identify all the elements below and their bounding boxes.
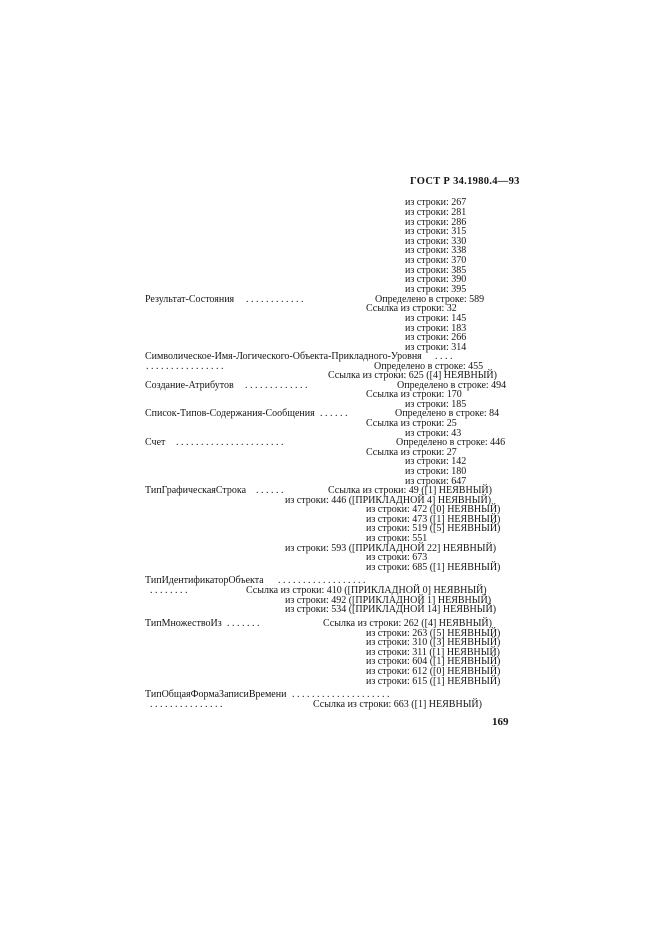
reference-line: из строки: 390 bbox=[405, 274, 467, 285]
reference-line: из строки: 330 bbox=[405, 236, 467, 247]
definition-line: Определено в строке: 446 bbox=[396, 437, 506, 448]
reference-line: Ссылка из строки: 49 ([1] НЕЯВНЫЙ) bbox=[328, 485, 492, 496]
entry-name: ТипМножествоИз bbox=[145, 618, 222, 629]
page-number: 169 bbox=[492, 716, 509, 728]
reference-line: из строки: 315 bbox=[405, 226, 467, 237]
leader-dots: . . . . . . . . . . . . . . . . . . bbox=[278, 575, 366, 586]
entry-name: ТипОбщаяФормаЗаписиВремени bbox=[145, 689, 287, 700]
reference-line: из строки: 685 ([1] НЕЯВНЫЙ) bbox=[366, 562, 501, 573]
entry-name: Счет bbox=[145, 437, 166, 448]
entry-name: Результат-Состояния bbox=[145, 294, 235, 305]
leader-dots: . . . . . . . . bbox=[150, 585, 188, 596]
reference-line: Ссылка из строки: 663 ([1] НЕЯВНЫЙ) bbox=[313, 699, 482, 710]
reference-line: из строки: 446 ([ПРИКЛАДНОЙ 4] НЕЯВНЫЙ) bbox=[285, 495, 492, 506]
leader-dots: . . . . . . . . . . . . . . . . bbox=[146, 361, 224, 372]
reference-line: из строки: 180 bbox=[405, 466, 467, 477]
definition-line: Определено в строке: 84 bbox=[395, 408, 500, 419]
reference-line: из строки: 473 ([1] НЕЯВНЫЙ) bbox=[366, 514, 501, 525]
reference-line: из строки: 472 ([0] НЕЯВНЫЙ) bbox=[366, 504, 501, 515]
reference-line: из строки: 647 bbox=[405, 476, 467, 487]
reference-line: Ссылка из строки: 32 bbox=[366, 303, 457, 314]
page-header: ГОСТ Р 34.1980.4—93 bbox=[410, 176, 520, 187]
reference-line: из строки: 142 bbox=[405, 456, 467, 467]
reference-line: Ссылка из строки: 25 bbox=[366, 418, 457, 429]
reference-line: Ссылка из строки: 262 ([4] НЕЯВНЫЙ) bbox=[323, 618, 492, 629]
reference-line: из строки: 395 bbox=[405, 284, 467, 295]
reference-line: из строки: 673 bbox=[366, 552, 428, 563]
definition-line: Определено в строке: 455 bbox=[374, 361, 484, 372]
reference-line: из строки: 263 ([5] НЕЯВНЫЙ) bbox=[366, 628, 501, 639]
reference-line: из строки: 551 bbox=[366, 533, 428, 544]
reference-line: из строки: 281 bbox=[405, 207, 467, 218]
reference-line: из строки: 266 bbox=[405, 332, 467, 343]
reference-line: из строки: 338 bbox=[405, 245, 467, 256]
reference-line: из строки: 310 ([3] НЕЯВНЫЙ) bbox=[366, 637, 501, 648]
leader-dots: . . . . . . . . . . . . . . . . . . . . . . bbox=[176, 437, 284, 448]
definition-line: Определено в строке: 589 bbox=[375, 294, 485, 305]
leader-dots: . . . . bbox=[435, 351, 453, 362]
entry-name: ТипИдентификаторОбъекта bbox=[145, 575, 264, 586]
reference-line: из строки: 604 ([1] НЕЯВНЫЙ) bbox=[366, 656, 501, 667]
entry-name: Символическое-Имя-Логического-Объекта-Прикладного-Уровня bbox=[145, 351, 422, 362]
leader-dots: . . . . . . . . . . . . . . . bbox=[150, 699, 223, 710]
reference-line: из строки: 593 ([ПРИКЛАДНОЙ 22] НЕЯВНЫЙ) bbox=[285, 543, 497, 554]
reference-line: Ссылка из строки: 625 ([4] НЕЯВНЫЙ) bbox=[328, 370, 497, 381]
reference-line: Ссылка из строки: 410 ([ПРИКЛАДНОЙ 0] НЕЯВНЫЙ) bbox=[246, 585, 487, 596]
entry-name: Список-Типов-Содержания-Сообщения bbox=[145, 408, 315, 419]
reference-line: из строки: 183 bbox=[405, 323, 467, 334]
reference-line: из строки: 385 bbox=[405, 265, 467, 276]
entry-name: Создание-Атрибутов bbox=[145, 380, 234, 391]
reference-line: из строки: 492 ([ПРИКЛАДНОЙ 1] НЕЯВНЫЙ) bbox=[285, 595, 492, 606]
leader-dots: . . . . . . bbox=[320, 408, 348, 419]
reference-line: из строки: 145 bbox=[405, 313, 467, 324]
leader-dots: . . . . . . . . . . . . bbox=[246, 294, 304, 305]
reference-line: Ссылка из строки: 170 bbox=[366, 389, 462, 400]
leader-dots: . . . . . . . . . . . . . bbox=[245, 380, 308, 391]
reference-line: из строки: 615 ([1] НЕЯВНЫЙ) bbox=[366, 676, 501, 687]
reference-line: из строки: 534 ([ПРИКЛАДНОЙ 14] НЕЯВНЫЙ) bbox=[285, 604, 497, 615]
reference-line: из строки: 612 ([0] НЕЯВНЫЙ) bbox=[366, 666, 501, 677]
reference-line: Ссылка из строки: 27 bbox=[366, 447, 457, 458]
reference-line: из строки: 370 bbox=[405, 255, 467, 266]
reference-line: из строки: 267 bbox=[405, 197, 467, 208]
reference-line: из строки: 185 bbox=[405, 399, 467, 410]
entry-name: ТипГрафическаяСтрока bbox=[145, 485, 247, 496]
reference-line: из строки: 43 bbox=[405, 428, 462, 439]
reference-line: из строки: 311 ([1] НЕЯВНЫЙ) bbox=[366, 647, 501, 658]
reference-line: из строки: 314 bbox=[405, 342, 467, 353]
reference-line: из строки: 519 ([5] НЕЯВНЫЙ) bbox=[366, 523, 501, 534]
definition-line: Определено в строке: 494 bbox=[397, 380, 507, 391]
leader-dots: . . . . . . bbox=[256, 485, 284, 496]
leader-dots: . . . . . . . . . . . . . . . . . . . . bbox=[292, 689, 390, 700]
reference-line: из строки: 286 bbox=[405, 217, 467, 228]
leader-dots: . . . . . . . bbox=[227, 618, 260, 629]
